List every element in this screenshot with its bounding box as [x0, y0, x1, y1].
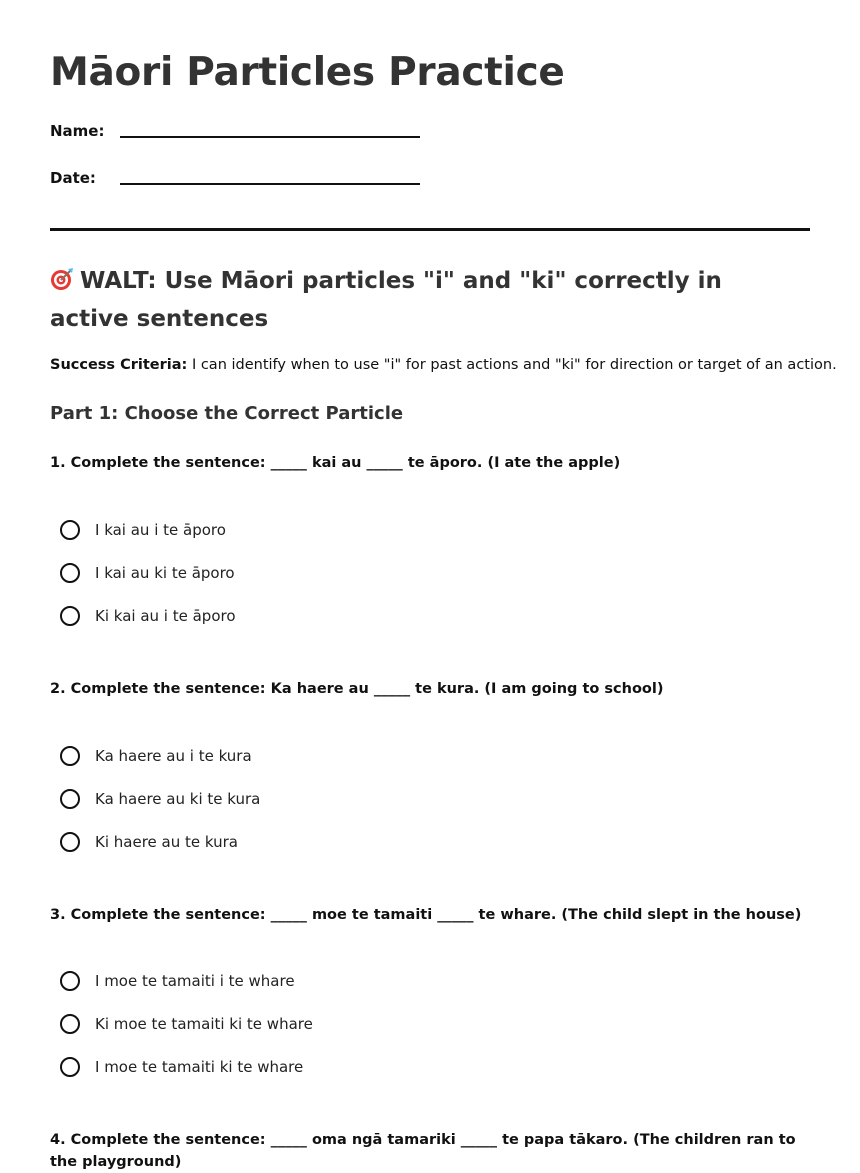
walt-text: WALT: Use Māori particles "i" and "ki" correctly in active sentences: [50, 268, 722, 332]
walt-heading: [50, 262, 770, 338]
option-label: I kai au ki te āporo: [95, 564, 235, 582]
question-text: 2. Complete the sentence: Ka haere au _____ te kura. (I am going to school): [50, 681, 664, 697]
radio-button[interactable]: [60, 789, 80, 809]
option-label: Ka haere au i te kura: [95, 747, 252, 765]
page-title: Māori Particles Practice: [50, 50, 565, 95]
option-2b[interactable]: [60, 786, 260, 812]
radio-button[interactable]: [60, 1014, 80, 1034]
name-label: Name:: [50, 122, 105, 140]
radio-button[interactable]: [60, 520, 80, 540]
success-criteria: [50, 357, 837, 373]
success-criteria-label: Success Criteria:: [50, 357, 188, 373]
option-label: Ki moe te tamaiti ki te whare: [95, 1015, 313, 1033]
option-1c[interactable]: [60, 603, 236, 629]
question-text: 1. Complete the sentence: _____ kai au _____ te āporo. (I ate the apple): [50, 455, 621, 471]
option-3c[interactable]: [60, 1054, 303, 1080]
option-1b[interactable]: [60, 560, 235, 586]
option-label: I kai au i te āporo: [95, 521, 226, 539]
option-label: I moe te tamaiti i te whare: [95, 972, 295, 990]
option-1a[interactable]: [60, 517, 226, 543]
radio-button[interactable]: [60, 606, 80, 626]
option-3b[interactable]: [60, 1011, 313, 1037]
date-input-line[interactable]: [120, 183, 420, 185]
radio-button[interactable]: [60, 971, 80, 991]
option-2c[interactable]: [60, 829, 238, 855]
target-icon: [50, 265, 74, 289]
option-label: I moe te tamaiti ki te whare: [95, 1058, 304, 1076]
question-text: 3. Complete the sentence: _____ moe te tamaiti _____ te whare. (The child slept in the house): [50, 907, 802, 923]
part-1-heading: Part 1: Choose the Correct Particle: [50, 403, 404, 424]
option-3a[interactable]: [60, 968, 295, 994]
header-divider: [50, 228, 810, 231]
option-label: Ki haere au te kura: [95, 833, 238, 851]
radio-button[interactable]: [60, 832, 80, 852]
radio-button[interactable]: [60, 563, 80, 583]
name-field-row: [50, 122, 470, 148]
radio-button[interactable]: [60, 746, 80, 766]
date-label: Date:: [50, 169, 96, 187]
success-criteria-text: I can identify when to use "i" for past actions and "ki" for direction or target of an action.: [187, 357, 837, 373]
name-input-line[interactable]: [120, 136, 420, 138]
question-text: 4. Complete the sentence: _____ oma ngā tamariki _____ te papa tākaro. (The children ran to the playground): [50, 1132, 796, 1170]
option-label: Ka haere au ki te kura: [95, 790, 261, 808]
date-field-row: [50, 169, 470, 195]
option-label: Ki kai au i te āporo: [95, 607, 236, 625]
radio-button[interactable]: [60, 1057, 80, 1077]
option-2a[interactable]: [60, 743, 252, 769]
